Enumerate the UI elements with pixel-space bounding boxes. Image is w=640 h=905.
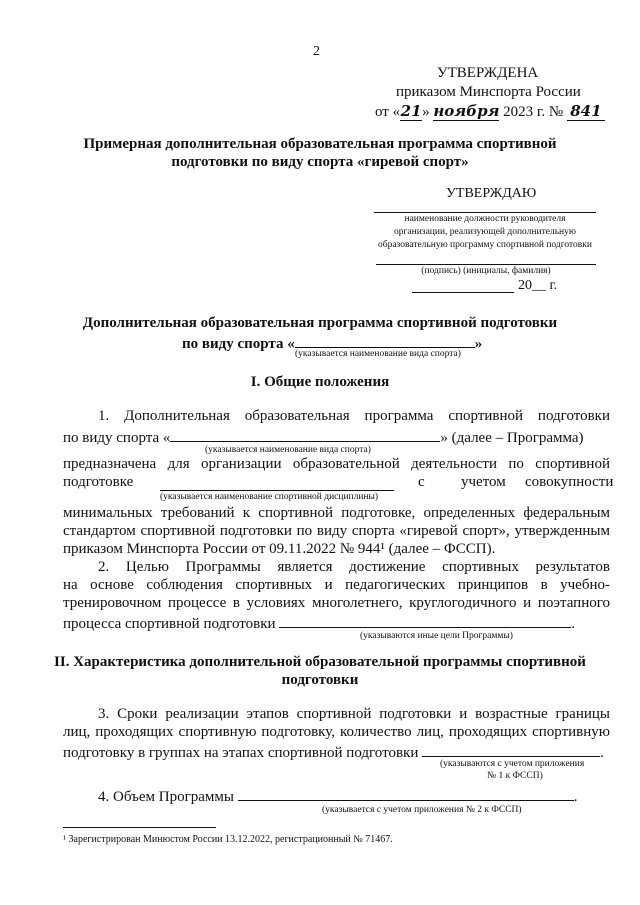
p2-line4-prefix: процесса спортивной подготовки: [63, 616, 276, 632]
program-title-line1: Примерная дополнительная образовательная программа спортивной: [83, 136, 557, 152]
section2-heading-line1: II. Характеристика дополнительной образовательной программы спортивной: [54, 654, 586, 670]
position-caption-2: организации, реализующей дополнительную: [394, 227, 576, 237]
p4-line: [98, 786, 577, 806]
p1-line6: стандартом спортивной подготовки по виду спорта «гиревой спорт», утвержденным: [63, 523, 610, 539]
approval-date-line: [375, 102, 605, 121]
p3-caption1: (указываются с учетом приложения: [440, 759, 585, 769]
main-title-line1: Дополнительная образовательная программа спортивной подготовки: [82, 315, 558, 331]
p1-line5: минимальных требований к спортивной подготовке, определенных федеральным: [63, 505, 610, 521]
year-suffix: 20__ г.: [518, 278, 558, 293]
p1-line2-suffix: » (далее – Программа): [440, 430, 584, 446]
footnote-separator: [63, 827, 216, 828]
utverzhdayu-label: УТВЕРЖДАЮ: [446, 186, 537, 201]
p2-line2: на основе соблюдения спортивных и педагогических принципов в учебно-: [63, 577, 610, 593]
approval-month: ноября: [433, 102, 500, 120]
approval-number: 841: [567, 102, 605, 121]
footnote: ¹ Зарегистрирован Минюстом России 13.12.2022, регистрационный № 71467.: [63, 834, 393, 845]
position-caption-3: образовательную программу спортивной подготовки: [377, 240, 592, 250]
p4-prefix: 4. Объем Программы: [98, 789, 234, 805]
main-title-prefix: по виду спорта «: [182, 336, 295, 352]
p1-line4-b: совокупности: [525, 474, 614, 490]
approval-by-order: приказом Минспорта России: [396, 84, 581, 100]
date-prefix: от «: [375, 104, 401, 120]
p1-line2-prefix: по виду спорта «: [63, 430, 171, 446]
sport-name-blank: [295, 333, 475, 348]
approval-year: 2023 г. №: [503, 104, 564, 120]
date-mid: »: [422, 104, 430, 120]
approval-day: 21: [400, 102, 422, 120]
p3-blank: [422, 742, 600, 757]
program-title-line2: подготовки по виду спорта «гиревой спорт»: [171, 154, 469, 170]
approval-title: УТВЕРЖДЕНА: [437, 65, 539, 81]
page-number: 2: [313, 44, 320, 59]
p2-line3: тренировочном процессе в условиях многолетнего, круглогодичного и поэтапного: [63, 595, 610, 611]
p1-line3: предназначена для организации образовательной деятельности по спортивной: [63, 456, 610, 472]
main-title-suffix: »: [474, 336, 483, 352]
p4-blank: [238, 786, 574, 801]
p2-caption: (указываются иные цели Программы): [360, 631, 513, 641]
p2-line1: 2. Целью Программы является достижение спортивных результатов: [98, 559, 610, 575]
position-line: [374, 212, 596, 213]
p1-line4-mid: с: [418, 474, 425, 490]
p1-discipline-blank: [160, 490, 394, 491]
p3-line3-prefix: подготовку в группах на этапах спортивной подготовки: [63, 745, 419, 761]
p3-line3-suffix: .: [600, 745, 604, 761]
signature-line: [376, 264, 596, 265]
signature-caption: (подпись) (инициалы, фамилия): [421, 266, 551, 276]
p1-line1: 1. Дополнительная образовательная программа спортивной подготовки: [98, 408, 610, 424]
p3-caption2: № 1 к ФССП): [487, 771, 543, 781]
p2-line4: [63, 613, 575, 633]
p2-line4-suffix: .: [571, 616, 576, 632]
p3-line1: 3. Сроки реализации этапов спортивной подготовки и возрастные границы: [98, 706, 610, 722]
p4-caption: (указывается с учетом приложения № 2 к ФССП): [322, 805, 522, 815]
p3-line2: лиц, проходящих спортивную подготовку, количество лиц, проходящих спортивную: [63, 724, 610, 740]
date-blank-line: [412, 292, 514, 293]
p1-line7: приказом Минспорта России от 09.11.2022 № 944¹ (далее – ФССП).: [63, 541, 496, 557]
p4-suffix: .: [573, 789, 578, 805]
p1-line4-a: учетом: [461, 474, 506, 490]
p1-caption1: (указывается наименование вида спорта): [205, 445, 371, 455]
p2-goals-blank: [279, 613, 571, 628]
section1-heading: I. Общие положения: [250, 374, 390, 390]
p1-line4-prefix: подготовке: [63, 474, 134, 490]
position-caption-1: наименование должности руководителя: [404, 214, 566, 224]
section2-heading-line2: подготовки: [281, 672, 359, 688]
sport-name-caption: (указывается наименование вида спорта): [295, 349, 461, 359]
p1-sport-blank: [170, 427, 440, 442]
p1-line2: [63, 427, 584, 447]
p1-caption2: (указывается наименование спортивной дисциплины): [160, 492, 379, 502]
